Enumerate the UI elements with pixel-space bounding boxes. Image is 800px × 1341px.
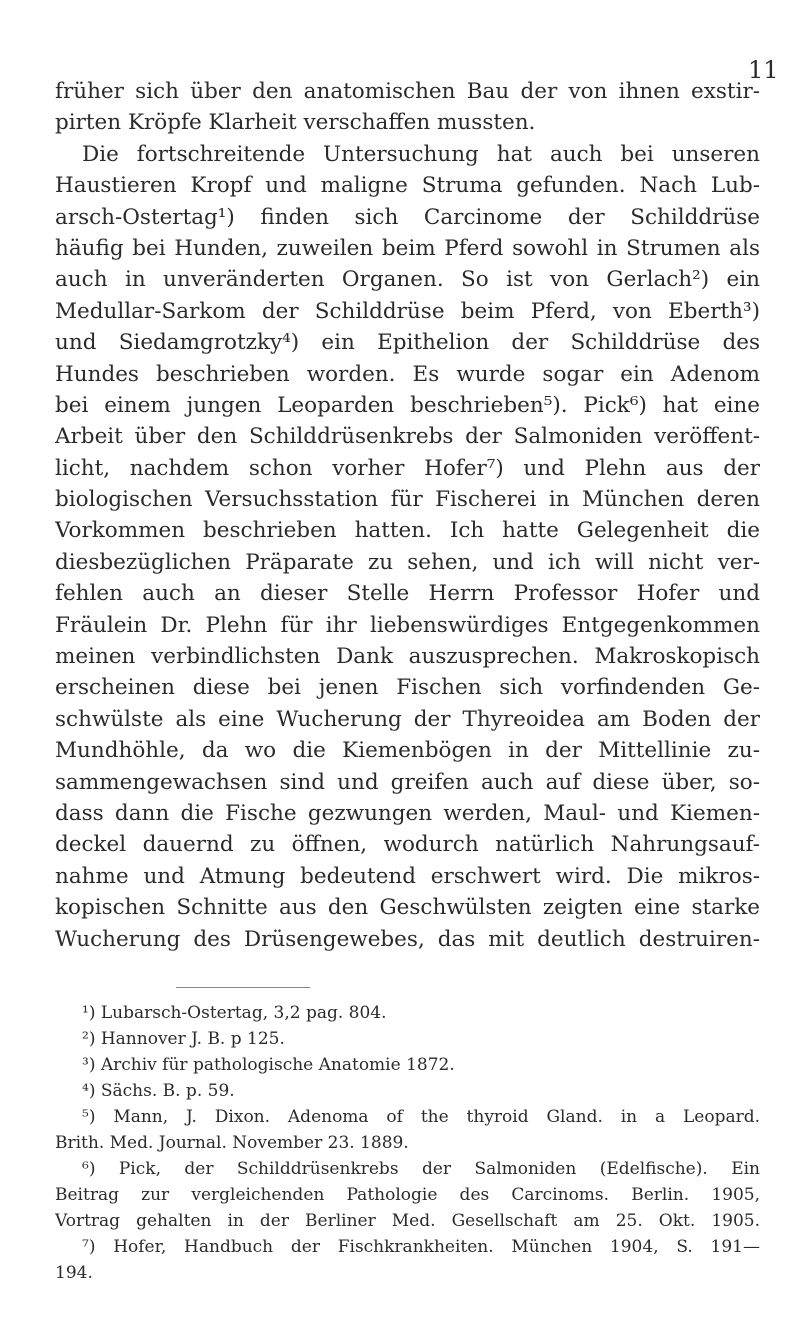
body-line: Haustieren Kropf und maligne Struma gefunden. Nach Lub- <box>55 173 760 199</box>
footnote-line: Beitrag zur vergleichenden Pathologie des Carcinoms. Berlin. 1905, <box>55 1185 760 1205</box>
body-line: schwülste als eine Wucherung der Thyreoidea am Boden der <box>55 706 760 732</box>
footnotes <box>55 1000 760 1286</box>
body-line: Vorkommen beschrieben hatten. Ich hatte Gelegenheit die <box>55 518 760 544</box>
body-line: dass dann die Fische gezwungen werden, Maul- und Kiemen- <box>55 800 760 826</box>
footnote-line: ²) Hannover J. B. p 125. <box>82 1029 285 1049</box>
body-line: diesbezüglichen Präparate zu sehen, und ich will nicht ver- <box>55 549 760 575</box>
body-line: Hundes beschrieben worden. Es wurde sogar ein Adenom <box>55 361 760 387</box>
footnote-line: 194. <box>55 1263 93 1283</box>
footnote-line: ⁴) Sächs. B. p. 59. <box>82 1081 235 1101</box>
footnote-line: Vortrag gehalten in der Berliner Med. Gesellschaft am 25. Okt. 1905. <box>55 1211 760 1231</box>
body-line: häufig bei Hunden, zuweilen beim Pferd sowohl in Strumen als <box>55 235 760 261</box>
body-text <box>55 76 760 955</box>
body-line: erscheinen diese bei jenen Fischen sich vorfindenden Ge- <box>55 675 760 701</box>
footnote-line: ⁶) Pick, der Schilddrüsenkrebs der Salmoniden (Edelfische). Ein <box>82 1159 760 1179</box>
body-line: fehlen auch an dieser Stelle Herrn Professor Hofer und <box>55 581 760 607</box>
body-line: Mundhöhle, da wo die Kiemenbögen in der Mittellinie zu- <box>55 738 760 764</box>
body-line: früher sich über den anatomischen Bau der von ihnen exstir- <box>55 79 760 104</box>
body-line: und Siedamgrotzky⁴) ein Epithelion der Schilddrüse des <box>55 330 760 356</box>
body-line: bei einem jungen Leoparden beschrieben⁵). Pick⁶) hat eine <box>55 392 760 418</box>
body-line: Wucherung des Drüsengewebes, das mit deutlich destruiren- <box>55 926 760 952</box>
body-line: arsch-Ostertag¹) finden sich Carcinome der Schilddrüse <box>55 204 760 230</box>
page-number: 11 <box>748 56 779 84</box>
body-line: Die fortschreitende Untersuchung hat auch bei unseren <box>82 141 760 167</box>
footnote-line: ³) Archiv für pathologische Anatomie 1872. <box>82 1055 455 1075</box>
body-line: Medullar-Sarkom der Schilddrüse beim Pferd, von Eberth³) <box>55 298 760 324</box>
body-line: nahme und Atmung bedeutend erschwert wird. Die mikros- <box>55 863 760 889</box>
footnote-line: ⁵) Mann, J. Dixon. Adenoma of the thyroid Gland. in a Leopard. <box>82 1107 760 1127</box>
footnote-divider <box>176 987 310 988</box>
body-line: licht, nachdem schon vorher Hofer⁷) und Plehn aus der <box>55 455 760 481</box>
body-line: Arbeit über den Schilddrüsenkrebs der Salmoniden veröffent- <box>55 424 760 450</box>
body-line: sammengewachsen sind und greifen auch auf diese über, so- <box>55 769 760 795</box>
body-line: kopischen Schnitte aus den Geschwülsten zeigten eine starke <box>55 895 760 921</box>
footnote-line: ¹) Lubarsch-Ostertag, 3,2 pag. 804. <box>82 1003 387 1023</box>
footnote-line: Brith. Med. Journal. November 23. 1889. <box>55 1133 409 1153</box>
body-line: pirten Kröpfe Klarheit verschaffen mussten. <box>55 110 536 136</box>
body-line: meinen verbindlichsten Dank auszusprechen. Makroskopisch <box>55 644 760 670</box>
body-line: biologischen Versuchsstation für Fischerei in München deren <box>55 487 760 513</box>
body-line: Fräulein Dr. Plehn für ihr liebenswürdiges Entgegenkommen <box>55 612 760 638</box>
body-line: auch in unveränderten Organen. So ist von Gerlach²) ein <box>55 267 760 293</box>
body-line: deckel dauernd zu öffnen, wodurch natürlich Nahrungsauf- <box>55 832 760 858</box>
footnote-line: ⁷) Hofer, Handbuch der Fischkrankheiten. München 1904, S. 191— <box>82 1237 760 1257</box>
